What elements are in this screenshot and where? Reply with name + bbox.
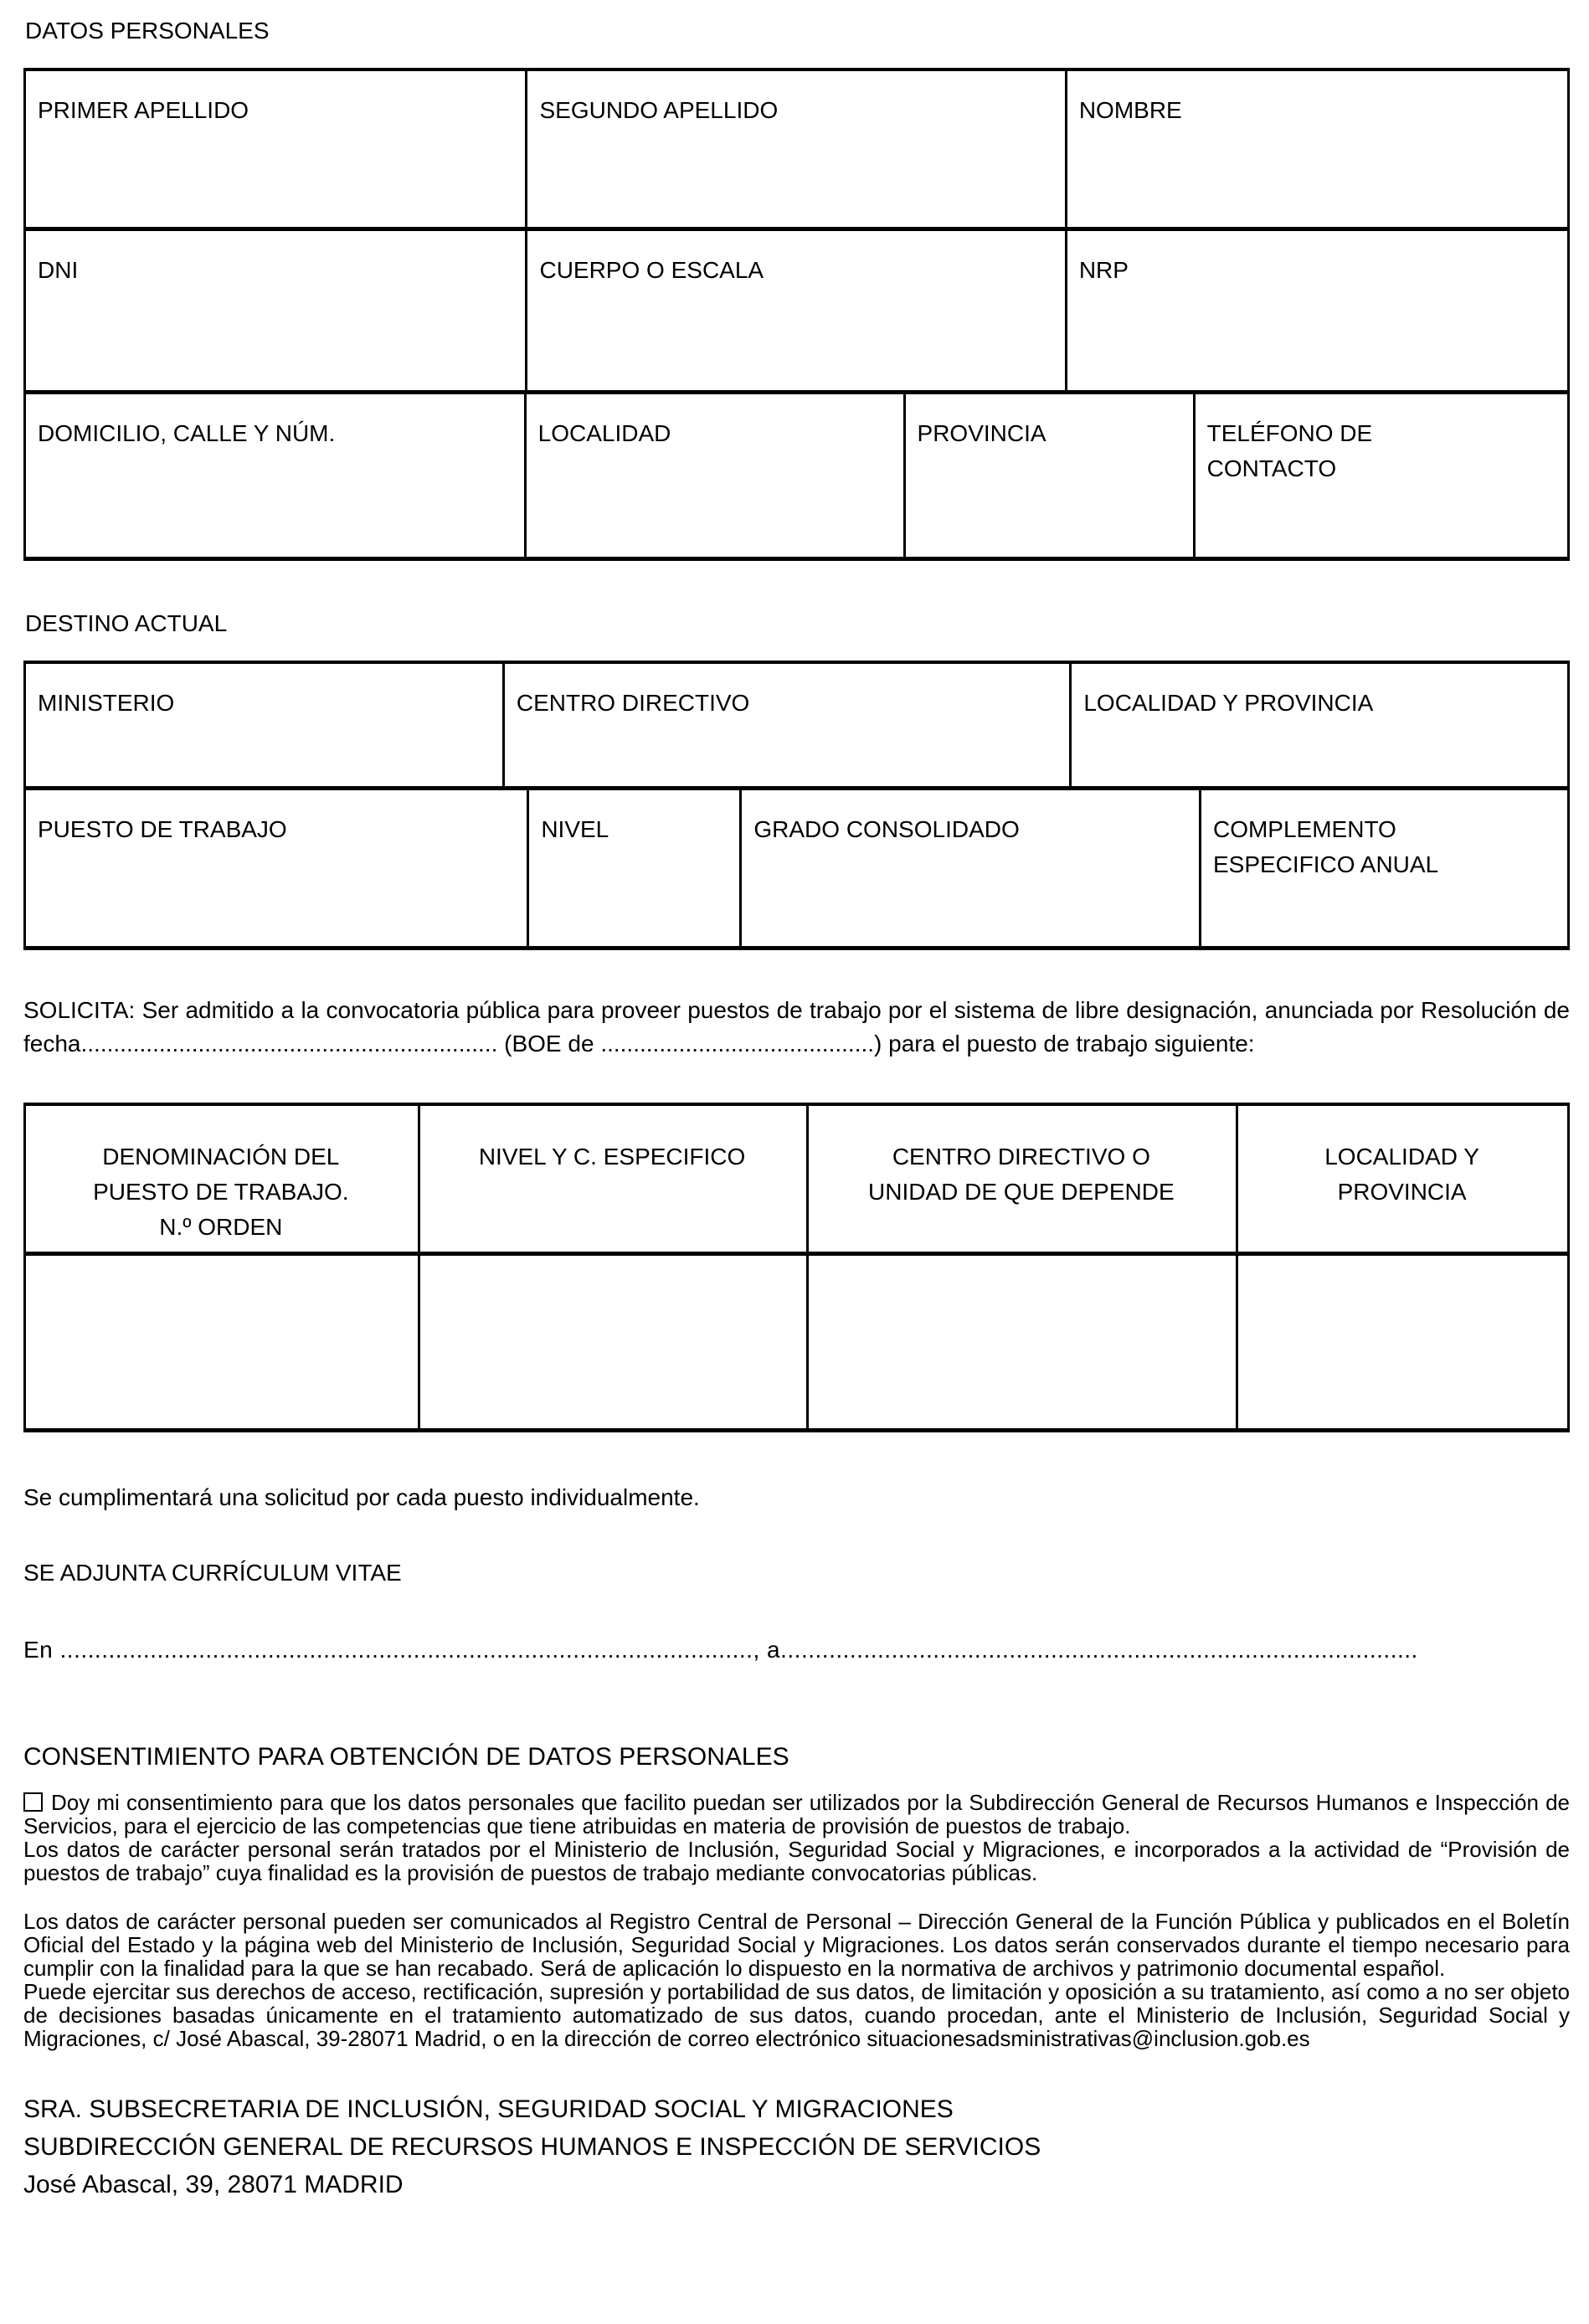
field-complemento-especifico[interactable] xyxy=(1199,790,1567,946)
column-header-label: CENTRO DIRECTIVO O xyxy=(892,1144,1150,1170)
data-communication-paragraph: Los datos de carácter personal pueden ser comunicados al Registro Central de Personal – Dirección General de la Función Pública y publicados en el Boletín Oficial del Estado y la página web del Ministerio de Inclusión, Seguridad Social y Migraciones. Los datos serán conservados durante el tiempo necesario para cumplir con la finalidad para la que se han recabado. Será de aplicación lo dispuesto en la normativa de archivos y patrimonio documental español. xyxy=(23,1909,1570,1981)
personal-data-table xyxy=(23,68,1570,561)
place-date-line xyxy=(23,1633,1570,1667)
field-primer-apellido[interactable] xyxy=(26,71,525,227)
column-header-label: PROVINCIA xyxy=(1337,1179,1467,1205)
entry-centro-directivo[interactable] xyxy=(806,1256,1237,1428)
section-title-destino-actual: DESTINO ACTUAL xyxy=(25,610,228,636)
dotted-blank-place[interactable]: .................................................................................................... xyxy=(59,1637,753,1663)
entry-denominacion[interactable] xyxy=(26,1256,418,1428)
consent-section-title: CONSENTIMIENTO PARA OBTENCIÓN DE DATOS PERSONALES xyxy=(23,1743,789,1771)
field-label: COMPLEMENTO xyxy=(1212,816,1396,842)
addressee-line-2: SUBDIRECCIÓN GENERAL DE RECURSOS HUMANOS E INSPECCIÓN DE SERVICIOS xyxy=(23,2133,1041,2161)
solicita-paragraph xyxy=(23,994,1570,1061)
field-localidad[interactable] xyxy=(524,394,903,557)
column-header-nivel-especifico xyxy=(418,1106,806,1252)
field-nivel[interactable] xyxy=(527,790,739,946)
addressee-footer xyxy=(23,2090,1570,2203)
field-label: DNI xyxy=(38,257,79,283)
column-header-label: UNIDAD DE QUE DEPENDE xyxy=(868,1179,1175,1205)
field-nombre[interactable] xyxy=(1065,71,1567,227)
field-label: PROVINCIA xyxy=(917,420,1046,446)
field-segundo-apellido[interactable] xyxy=(525,71,1064,227)
field-cuerpo-escala[interactable] xyxy=(525,231,1064,390)
dotted-blank-date[interactable]: ............................................................................................ xyxy=(780,1637,1418,1663)
field-label: NOMBRE xyxy=(1078,97,1182,123)
field-label: PRIMER APELLIDO xyxy=(38,97,249,123)
field-provincia[interactable] xyxy=(903,394,1193,557)
field-label: NRP xyxy=(1078,257,1129,283)
field-label: LOCALIDAD xyxy=(537,420,671,446)
paragraph-text: ) para el puesto de trabajo siguiente: xyxy=(874,1031,1255,1057)
consent-checkbox[interactable] xyxy=(23,1792,43,1812)
field-ministerio[interactable] xyxy=(26,664,502,786)
field-telefono-contacto[interactable] xyxy=(1193,394,1567,557)
table-header-row xyxy=(26,1106,1567,1252)
dotted-blank-fecha[interactable]: ................................................................ xyxy=(80,1031,498,1057)
consent-checkbox-paragraph xyxy=(23,1791,1570,1838)
field-label: TELÉFONO DE xyxy=(1206,420,1373,446)
column-header-label: PUESTO DE TRABAJO. xyxy=(93,1179,349,1205)
cv-attached-note: SE ADJUNTA CURRÍCULUM VITAE xyxy=(23,1560,402,1586)
field-label: MINISTERIO xyxy=(38,690,175,716)
field-label: CUERPO O ESCALA xyxy=(539,257,764,283)
column-header-denominacion xyxy=(26,1106,418,1252)
addressee-line-3: José Abascal, 39, 28071 MADRID xyxy=(23,2171,404,2198)
column-header-label: LOCALIDAD Y xyxy=(1324,1144,1479,1170)
addressee-line-1: SRA. SUBSECRETARIA DE INCLUSIÓN, SEGURIDAD SOCIAL Y MIGRACIONES xyxy=(23,2095,954,2123)
section-title-datos-personales: DATOS PERSONALES xyxy=(25,18,270,44)
table-entry-row xyxy=(26,1252,1567,1428)
paragraph-text: SOLICITA: Ser admitido a la convocatoria pública para proveer puestos de trabajo por el sistema de libre designación, anunciada por Resolución de fecha xyxy=(23,997,1570,1057)
consent-section xyxy=(23,1742,1570,2050)
field-label: LOCALIDAD Y PROVINCIA xyxy=(1083,690,1374,716)
column-header-label: NIVEL Y C. ESPECIFICO xyxy=(478,1144,746,1170)
field-label: GRADO CONSOLIDADO xyxy=(753,816,1020,842)
field-centro-directivo[interactable] xyxy=(502,664,1069,786)
table-row xyxy=(26,71,1567,227)
field-nrp[interactable] xyxy=(1065,231,1567,390)
paragraph-text: , a xyxy=(753,1637,781,1663)
field-dni[interactable] xyxy=(26,231,525,390)
entry-nivel-especifico[interactable] xyxy=(418,1256,806,1428)
entry-localidad-provincia[interactable] xyxy=(1236,1256,1567,1428)
column-header-localidad-provincia xyxy=(1236,1106,1567,1252)
field-label: PUESTO DE TRABAJO xyxy=(38,816,287,842)
column-header-centro-directivo xyxy=(806,1106,1237,1252)
field-puesto-trabajo[interactable] xyxy=(26,790,527,946)
table-row xyxy=(26,390,1567,557)
consent-processing-paragraph: Los datos de carácter personal serán tratados por el Ministerio de Inclusión, Seguridad Social y Migraciones, e incorporados a la actividad de “Provisión de puestos de trabajo” cuya finalidad es la provisión de puestos de trabajo mediante convocatorias públicas. xyxy=(23,1837,1570,1885)
dotted-blank-boe[interactable]: .......................................... xyxy=(600,1031,875,1057)
field-label: ESPECIFICO ANUAL xyxy=(1212,851,1439,877)
table-row xyxy=(26,227,1567,390)
paragraph-text: (BOE de xyxy=(497,1031,601,1057)
field-localidad-provincia[interactable] xyxy=(1069,664,1567,786)
paragraph-text: Doy mi consentimiento para que los datos personales que facilito puedan ser utilizados por la Subdirección General de Recursos Humanos e Inspección de Servicios, para el ejercicio de las competencias que tiene atribuidas en materia de provisión de puestos de trabajo. xyxy=(23,1790,1570,1838)
field-label: CONTACTO xyxy=(1206,455,1337,481)
column-header-label: N.º ORDEN xyxy=(159,1214,283,1240)
field-label: CENTRO DIRECTIVO xyxy=(516,690,750,716)
field-label: DOMICILIO, CALLE Y NÚM. xyxy=(38,420,336,446)
field-domicilio[interactable] xyxy=(26,394,524,557)
field-grado-consolidado[interactable] xyxy=(739,790,1199,946)
current-destination-table xyxy=(23,661,1570,950)
rights-paragraph: Puede ejercitar sus derechos de acceso, rectificación, supresión y portabilidad de sus datos, de limitación y oposición a su tratamiento, así como a no ser objeto de decisiones basadas únicamente en el tratamiento automatizado de sus datos, cuando procedan, ante el Ministerio de Inclusión, Seguridad Social y Migraciones, c/ José Abascal, 39-28071 Madrid, o en la dirección de correo electrónico situacionesadsministrativas@inclusion.gob.es xyxy=(23,1979,1571,2051)
requested-post-table xyxy=(23,1103,1570,1432)
single-request-note: Se cumplimentará una solicitud por cada puesto individualmente. xyxy=(23,1484,700,1510)
table-row xyxy=(26,786,1567,946)
table-row xyxy=(26,664,1567,786)
field-label: SEGUNDO APELLIDO xyxy=(539,97,779,123)
paragraph-text: En xyxy=(23,1637,60,1663)
field-label: NIVEL xyxy=(541,816,609,842)
column-header-label: DENOMINACIÓN DEL xyxy=(102,1144,340,1170)
